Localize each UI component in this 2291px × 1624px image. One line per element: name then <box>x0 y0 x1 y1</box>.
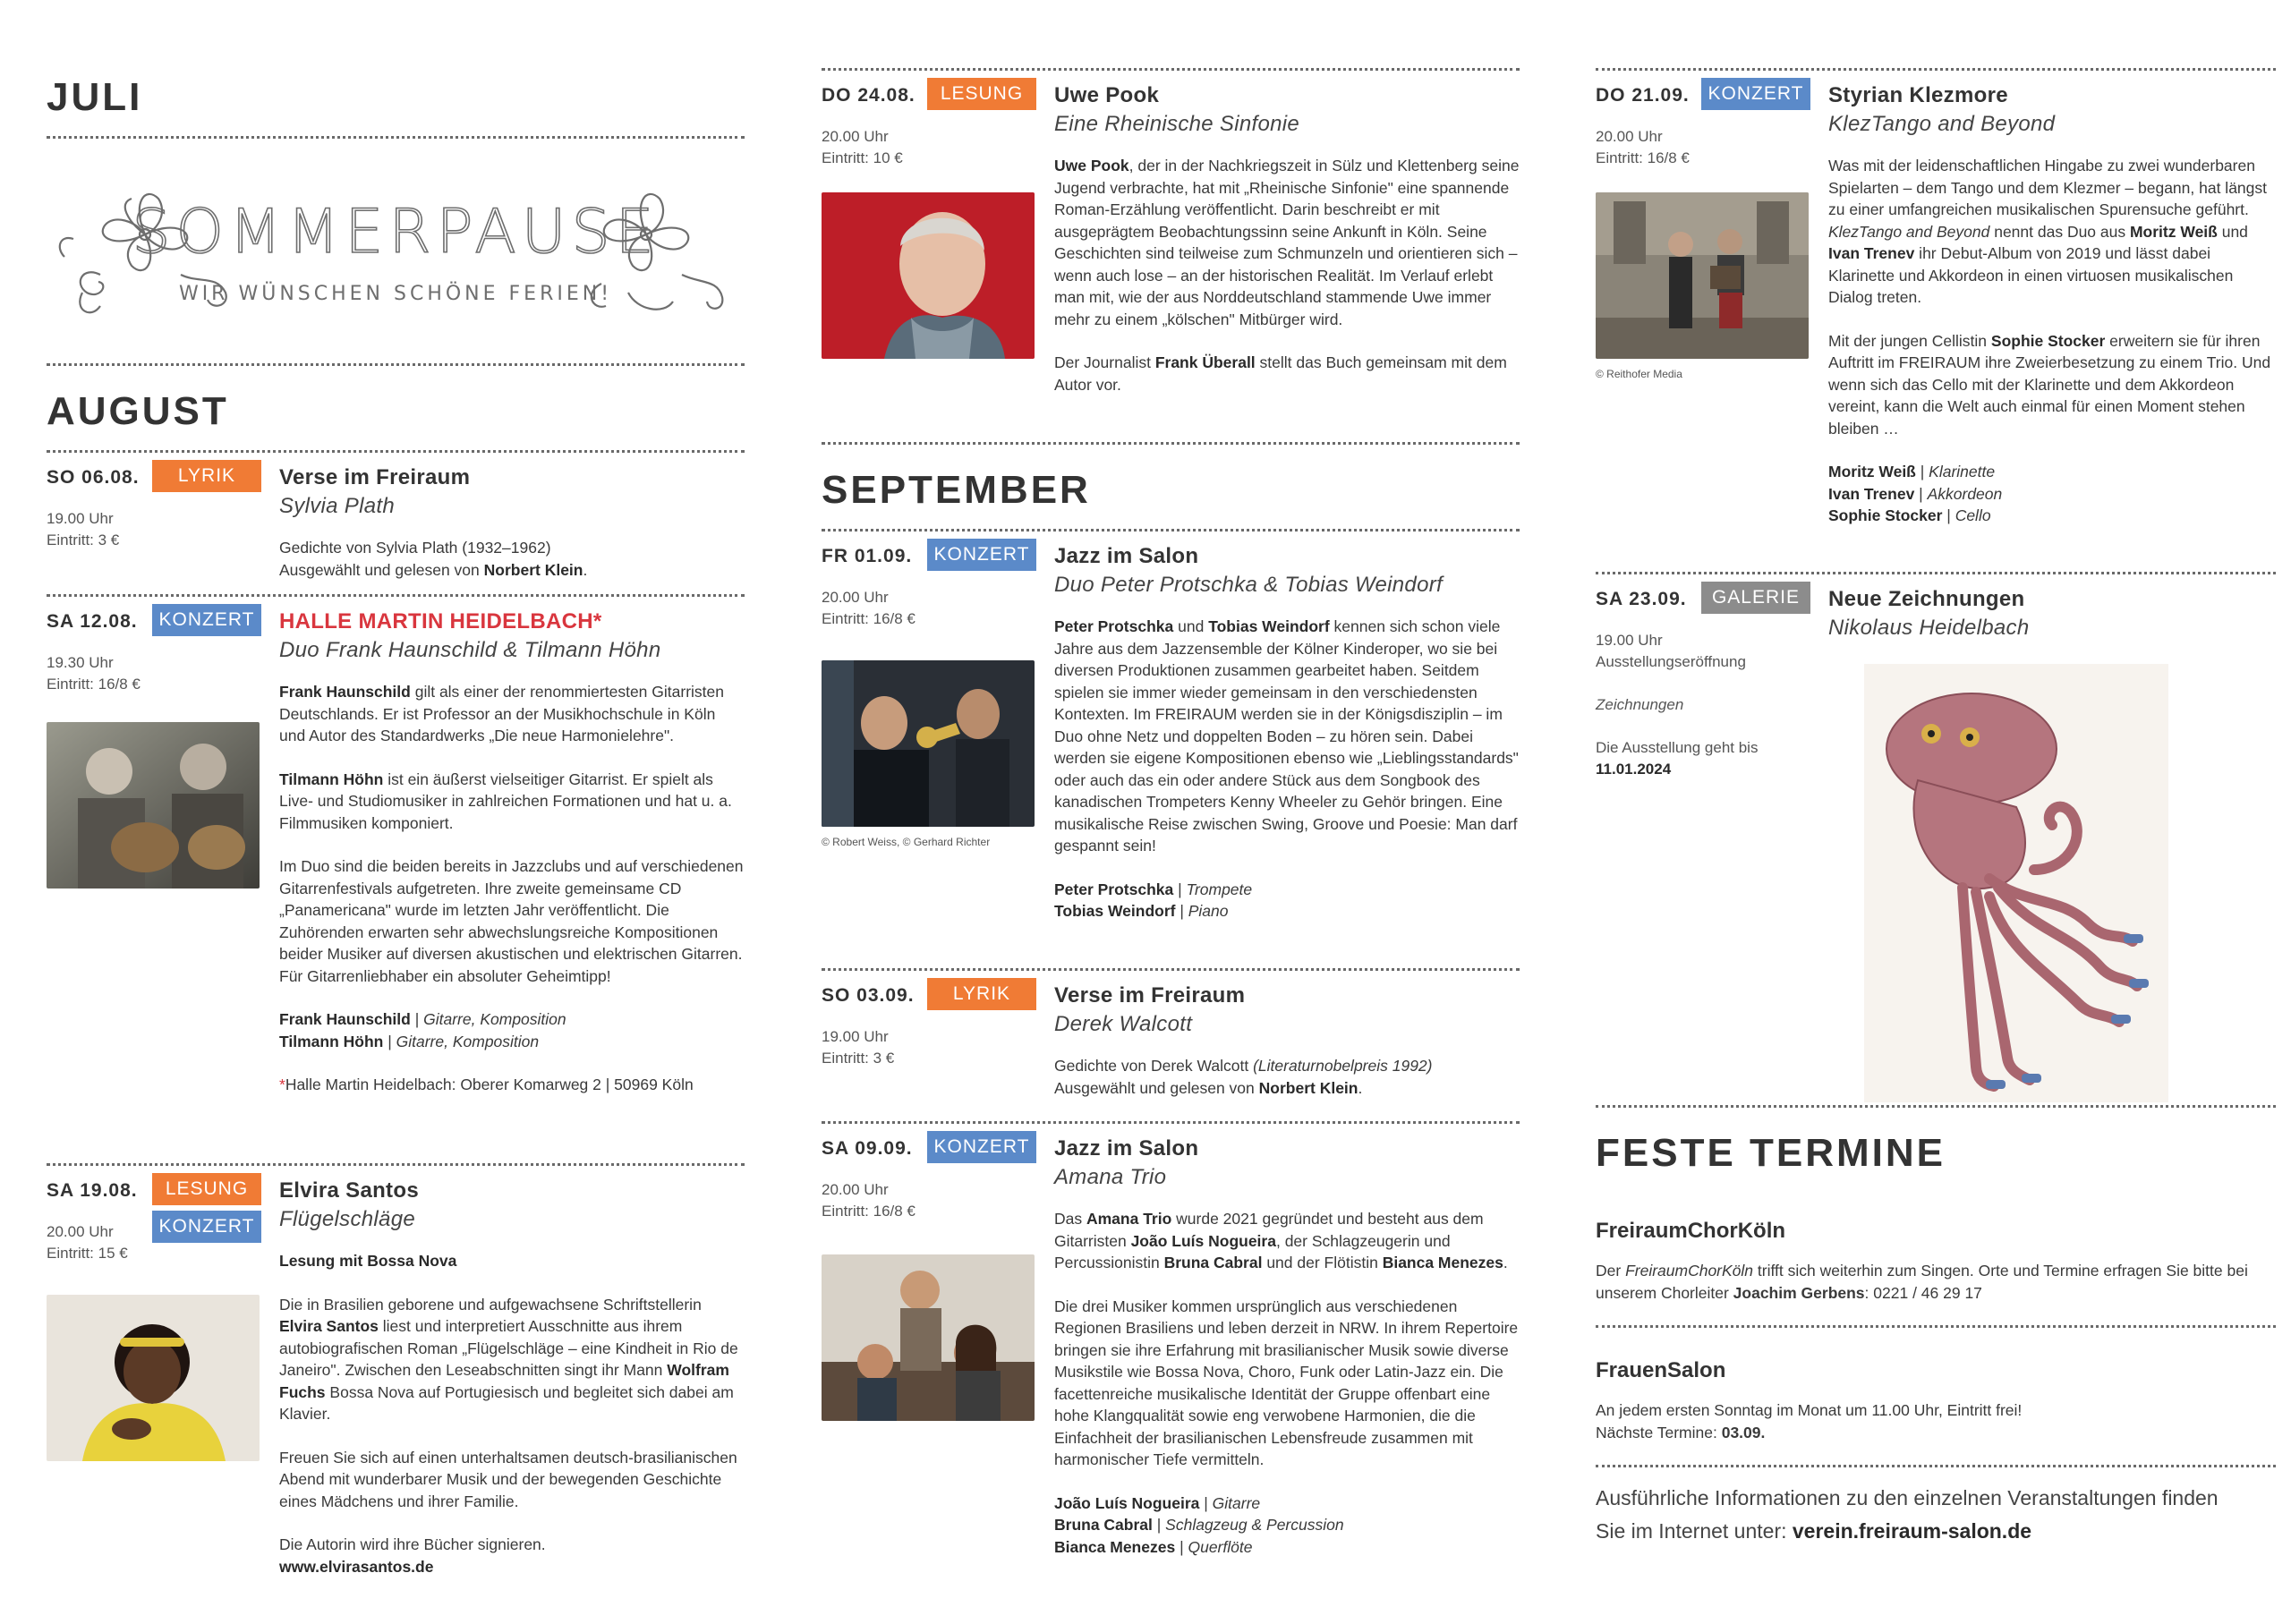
event-entry: Eintritt: 3 € <box>822 1050 895 1067</box>
event-subtitle: Flügelschläge <box>279 1207 415 1231</box>
event-paragraph: Die drei Musiker kommen ursprünglich aus verschiedenen Regionen Brasiliens und leben derzeit in NRW. In ihrem Repertoire bringen sie ihre Erfahrung mit brasilianischer Musik sowie diverse Musikstile wie Bossa Nova, Choro, Funk oder Latin-Jazz ein. Die facettenreiche musikalische Identität der Gruppe offenbart eine hohe Klangqualität sowie eng verwobene Harmonien, die die Einfachheit der brasilianischen Lebensfreude zusammen mit harmonischer Tiefe vermitteln. <box>1054 1297 1519 1468</box>
salon-title: FrauenSalon <box>1596 1358 1726 1382</box>
event-neue-zeichnungen <box>1596 574 2276 1105</box>
month-juli: JULI <box>47 75 143 119</box>
salon-text: An jedem ersten Sonntag im Monat um 11.00 Uhr, Eintritt frei! Nächste Termine: 03.09. <box>1596 1401 2023 1441</box>
event-subtitle: Amana Trio <box>1054 1165 1167 1189</box>
event-date: SA 09.09. <box>822 1138 913 1159</box>
event-verse-walcott <box>822 971 1520 1121</box>
category-tag: LESUNG <box>927 78 1036 110</box>
event-paragraph: Uwe Pook, der in der Nachkriegszeit in Sülz und Klettenberg seine Jugend verbrachte, hat mit „Rheinische Sinfonie" eine spannende Roman-Erzählung veröffentlicht. Darin beschreibt er mit ausgeprägtem Beobachtungssinn seine Ankunft in Köln. Seine Geschichten sind teilweise zum Schmunzeln und orientieren sich – wenn auch lose – an der historischen Realität. Im Verlauf erlebt man mit, wie der aus Norddeutschland stammende Uwe immer mehr zu einem „kölschen" Mitbürger wird. <box>1054 157 1520 328</box>
event-verse-plath <box>47 453 745 594</box>
event-time: 20.00 Uhr <box>822 589 889 606</box>
column-left <box>47 63 745 1577</box>
event-subtitle: Duo Peter Protschka & Tobias Weindorf <box>1054 573 1443 597</box>
event-title: Jazz im Salon <box>1054 544 1199 568</box>
event-subtitle: Duo Frank Haunschild & Tilmann Höhn <box>279 638 661 662</box>
column-middle <box>822 63 1520 1558</box>
event-entry: Eintritt: 3 € <box>47 531 120 548</box>
event-time: 20.00 Uhr <box>822 1181 889 1198</box>
event-time: 19.00 Uhr <box>1596 632 1663 649</box>
reader-name: Norbert Klein <box>483 560 583 579</box>
event-paragraph: Das Amana Trio wurde 2021 gegründet und besteht aus dem Gitarristen João Luís Nogueira, der Schlagzeugerin und Percussionistin Bruna Cabral und der Flötistin Bianca Menezes. <box>1054 1210 1508 1271</box>
event-opening: Ausstellungseröffnung <box>1596 653 1746 670</box>
photo-credit: © Robert Weiss, © Gerhard Richter <box>822 836 991 848</box>
event-elvira-santos <box>47 1166 745 1577</box>
event-title: Jazz im Salon <box>1054 1136 1199 1161</box>
divider <box>1596 1325 2276 1328</box>
category-tag: KONZERT <box>152 1211 261 1243</box>
event-date: DO 24.08. <box>822 85 916 106</box>
event-uwe-pook <box>822 71 1520 442</box>
event-title: Verse im Freiraum <box>279 465 471 489</box>
chor-text: Der FreiraumChorKöln trifft sich weiterhin zum Singen. Orte und Termine erfragen Sie bitte bei unserem Chorleiter Joachim Gerbens: 0221 / 46 29 17 <box>1596 1262 2248 1302</box>
photo-credit: © Reithofer Media <box>1596 368 1682 380</box>
event-entry: Eintritt: 15 € <box>47 1245 128 1262</box>
punct: . <box>583 560 588 579</box>
event-paragraph: Im Duo sind die beiden bereits in Jazzclubs und auf verschiedenen Gitarrenfestivals aufgetreten. Ihre zweite gemeinsame CD „Panamericana" wurde im letzten Jahr veröffentlicht. Die Zuhörenden erwarten sehr abwechslungsreiche Kompositionen beider Musiker auf diversen akustischen und elektrischen Gitarren. Für Gitarrenliebhaber ein absoluter Geheimtipp! <box>279 857 744 985</box>
event-time: 20.00 Uhr <box>822 128 889 145</box>
category-tag: LYRIK <box>152 460 261 492</box>
event-amana-trio <box>822 1124 1520 1558</box>
divider <box>822 442 1520 445</box>
event-subtitle: KlezTango and Beyond <box>1828 112 2056 136</box>
month-august: AUGUST <box>47 389 229 433</box>
event-title: Styrian Klezmore <box>1828 83 2008 107</box>
event-subtitle: Nikolaus Heidelbach <box>1828 616 2030 640</box>
event-entry: Eintritt: 16/8 € <box>822 1203 916 1220</box>
divider <box>1596 1465 2276 1467</box>
info-line: Ausführliche Informationen zu den einzelnen Veranstaltungen finden <box>1596 1486 2219 1509</box>
event-date: SO 06.08. <box>47 467 140 488</box>
event-text: Ausgewählt und gelesen von Norbert Klein. <box>1054 1078 1363 1097</box>
musician-list: João Luís Nogueira | Gitarre Bruna Cabral | Schlagzeug & Percussion Bianca Menezes | Querflöte <box>1054 1493 1344 1556</box>
event-date: SA 19.08. <box>47 1180 138 1201</box>
event-paragraph: Freuen Sie sich auf einen unterhaltsamen deutsch-brasilianischen Abend mit wunderbarer Musik und der bewegenden Geschichte eines Mädchens und ihrer Familie. <box>279 1448 737 1510</box>
event-subtitle: Sylvia Plath <box>279 494 395 518</box>
category-tag: KONZERT <box>152 604 261 636</box>
divider <box>47 363 745 366</box>
event-paragraph: Die Autorin wird ihre Bücher signieren. www.elvirasantos.de <box>279 1535 546 1576</box>
event-date: DO 21.09. <box>1596 85 1690 106</box>
musician-list: Moritz Weiß | Klarinette Ivan Trenev | Akkordeon Sophie Stocker | Cello <box>1828 463 2003 524</box>
event-entry: Eintritt: 16/8 € <box>1596 149 1690 166</box>
event-text: Ausgewählt und gelesen von <box>279 560 484 579</box>
sommerpause-subtitle: WIR WÜNSCHEN SCHÖNE FERIEN! <box>178 283 613 305</box>
event-time: 19.00 Uhr <box>47 510 114 527</box>
event-time: 20.00 Uhr <box>1596 128 1663 145</box>
event-paragraph: Tilmann Höhn ist ein äußerst vielseitiger Gitarrist. Er spielt als Live- und Studiomusiker in zahlreichen Formationen und hat u. a. Filmmusiken komponiert. <box>279 769 732 832</box>
event-subtitle: Eine Rheinische Sinfonie <box>1054 112 1300 136</box>
info-line: Sie im Internet unter: <box>1596 1519 1793 1543</box>
event-date: SA 23.09. <box>1596 589 1687 609</box>
musician-list: Peter Protschka | Trompete Tobias Weindorf | Piano <box>1054 880 1253 920</box>
event-entry: Eintritt: 10 € <box>822 149 903 166</box>
event-date: SO 03.09. <box>822 985 915 1006</box>
event-jazz-protschka <box>822 531 1520 968</box>
photo-elvira-santos <box>47 1295 260 1461</box>
event-date: SA 12.08. <box>47 611 138 632</box>
event-styrian-klezmore <box>1596 71 2276 572</box>
event-kind: Zeichnungen <box>1596 696 1684 713</box>
category-tag: LYRIK <box>927 978 1036 1010</box>
event-lead: Lesung mit Bossa Nova <box>279 1252 457 1270</box>
divider <box>47 136 745 139</box>
event-text: Gedichte von Sylvia Plath (1932–1962) <box>279 539 551 557</box>
column-right <box>1596 63 2276 1548</box>
chor-section <box>1596 1219 2276 1304</box>
flower-ornament-icon <box>47 149 745 342</box>
event-entry: Eintritt: 16/8 € <box>47 676 141 693</box>
photo-guitarists <box>47 722 260 889</box>
event-date: FR 01.09. <box>822 546 913 566</box>
photo-uwe-pook <box>822 192 1035 359</box>
feste-termine-heading: FESTE TERMINE <box>1596 1131 1946 1175</box>
website-link[interactable]: verein.freiraum-salon.de <box>1792 1519 2032 1543</box>
month-september: SEPTEMBER <box>822 468 1091 512</box>
venue-note: *Halle Martin Heidelbach: Oberer Komarweg 2 | 50969 Köln <box>279 1076 694 1093</box>
photo-protschka-weindorf <box>822 660 1035 827</box>
photo-amana-trio <box>822 1254 1035 1421</box>
category-tag: LESUNG <box>152 1173 261 1205</box>
octopus-drawing <box>1864 664 2276 1107</box>
event-paragraph: Was mit der leidenschaftlichen Hingabe zu zwei wunderbaren Spielarten – dem Tango und dem Klezmer – begann, hat längst zu einer umfangreichen musikalischen Spurensuche geführt. KlezTango and Beyond nennt das Duo aus Moritz Weiß und Ivan Trenev ihr Debut-Album von 2019 und lässt dabei Klarinette und Akkordeon in einen virtuosen musikalischen Dialog treten. <box>1828 157 2267 306</box>
event-title: Elvira Santos <box>279 1178 419 1203</box>
event-time: 20.00 Uhr <box>47 1223 114 1240</box>
event-title: Verse im Freiraum <box>1054 983 1246 1008</box>
photo-klezmore <box>1596 192 1809 359</box>
event-paragraph: Die in Brasilien geborene und aufgewachsene Schriftstellerin Elvira Santos liest und interpretiert Ausschnitte aus ihrem autobiografischen Roman „Flügelschläge – eine Kindheit in Rio de Janeiro". Zwischen den Leseabschnitten singt ihr Mann Wolfram Fuchs Bossa Nova auf Portugiesisch und begleitet sich dabei am Klavier. <box>279 1295 738 1423</box>
website-link[interactable]: www.elvirasantos.de <box>279 1557 434 1576</box>
chor-title: FreiraumChorKöln <box>1596 1219 1786 1243</box>
exhibition-until-date: 11.01.2024 <box>1596 761 1672 778</box>
category-tag: KONZERT <box>927 1131 1036 1163</box>
event-duo-haunschild <box>47 597 745 1163</box>
category-tag: KONZERT <box>1701 78 1810 110</box>
sommerpause-illustration <box>47 149 745 342</box>
sommerpause-title: SOMMERPAUSE <box>132 197 660 268</box>
event-text: Gedichte von Derek Walcott (Literaturnobelpreis 1992) <box>1054 1057 1433 1075</box>
event-title: Uwe Pook <box>1054 83 1160 107</box>
salon-section <box>1596 1358 2276 1443</box>
musician-list: Frank Haunschild | Gitarre, Komposition Tilmann Höhn | Gitarre, Komposition <box>279 1010 566 1050</box>
category-tag: KONZERT <box>927 539 1036 571</box>
event-paragraph: Frank Haunschild gilt als einer der renommiertesten Gitarristen Deutschlands. Er ist Professor an der Musikhochschule in Köln und Autor des Standardwerks „Die neue Harmonielehre". <box>279 683 724 744</box>
event-paragraph: Der Journalist Frank Überall stellt das Buch gemeinsam mit dem Autor vor. <box>1054 353 1507 394</box>
event-time: 19.30 Uhr <box>47 654 114 671</box>
event-time: 19.00 Uhr <box>822 1028 889 1045</box>
event-title: HALLE MARTIN HEIDELBACH* <box>279 609 602 633</box>
event-subtitle: Derek Walcott <box>1054 1012 1193 1036</box>
event-paragraph: Peter Protschka und Tobias Weindorf kennen sich schon viele Jahre aus dem Jazzensemble der Kölner Kinderoper, wo sie bei diversen Produktionen zusammen gearbeitet haben. Seitdem spielen sie immer wieder gemeinsam in den verschiedensten Kontexten. Im FREIRAUM werden sie in der Königsdisziplin – im Duo ohne Netz und doppelten Boden – zu hören sein. Dabei werden sie eigene Kompositionen ebenso wie „Lieblingsstandards" oder auch das ein oder andere Stück aus dem Songbook des kanadischen Trompeters Kenny Wheeler zu Gehör bringen. Eine musikalische Reise zwischen Swing, Groove und Poesie: Man darf gespannt sein! <box>1054 617 1519 855</box>
exhibition-until: Die Ausstellung geht bis <box>1596 739 1759 756</box>
event-entry: Eintritt: 16/8 € <box>822 610 916 627</box>
more-info <box>1596 1482 2276 1548</box>
category-tag: GALERIE <box>1701 582 1810 614</box>
event-title: Neue Zeichnungen <box>1828 587 2025 611</box>
event-paragraph: Mit der jungen Cellistin Sophie Stocker erweitern sie für ihren Auftritt im FREIRAUM ihre Zweierbesetzung zu einem Trio. Und wenn sich das Cello mit der Klarinette und dem Akkordeon vereint, kann die Welt auch einmal für einen Moment stehen bleiben … <box>1828 331 2271 438</box>
